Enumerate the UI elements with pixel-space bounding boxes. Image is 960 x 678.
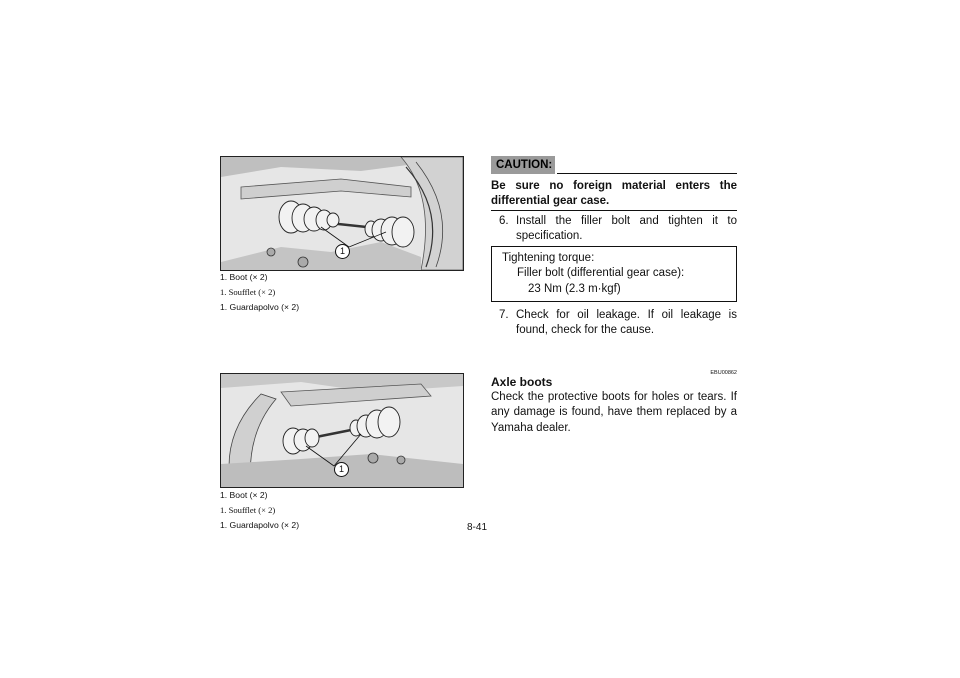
step-number: 7. [499,309,509,321]
caution-label: CAUTION: [491,156,555,174]
torque-heading: Tightening torque: [502,252,595,264]
section-title: Axle boots [491,375,553,389]
step-7 [491,308,737,338]
figure-rear-axle-boots [220,373,464,488]
figure2-captions [220,488,299,533]
caution-bottom-rule [491,210,737,211]
section-code: EBU00862 [710,370,737,376]
torque-item: Filler bolt (differential gear case): [517,267,685,279]
callout-label: 1 [338,464,344,474]
caption-en: 1. Boot (× 2) [220,490,268,500]
callout-1 [335,244,350,259]
caption-es: 1. Guardapolvo (× 2) [220,302,300,312]
torque-value: 23 Nm (2.3 m·kgf) [528,283,621,295]
callout-1 [334,462,349,477]
caption-fr: 1. Soufflet (× 2) [220,505,276,515]
step-text: Check for oil leakage. If oil leakage is found, check for the cause. [516,309,737,336]
caution-header [491,156,737,175]
callout-label: 1 [339,246,345,256]
page-number: 8-41 [467,522,488,533]
caution-rule [557,173,737,174]
caption-fr: 1. Soufflet (× 2) [220,287,276,297]
figure-front-axle-boots [220,156,464,271]
caution-text: Be sure no foreign material enters the differential gear case. [491,180,737,207]
tightening-torque-box [491,246,737,302]
caption-es: 1. Guardapolvo (× 2) [220,520,300,530]
figure1-captions [220,270,299,315]
step-text: Install the filler bolt and tighten it to specification. [516,215,737,242]
step-6 [491,214,737,244]
section-body: Check the protective boots for holes or tears. If any damage is found, have them replaced by a Yamaha dealer. [491,391,737,434]
step-number: 6. [499,215,509,227]
caption-en: 1. Boot (× 2) [220,272,268,282]
